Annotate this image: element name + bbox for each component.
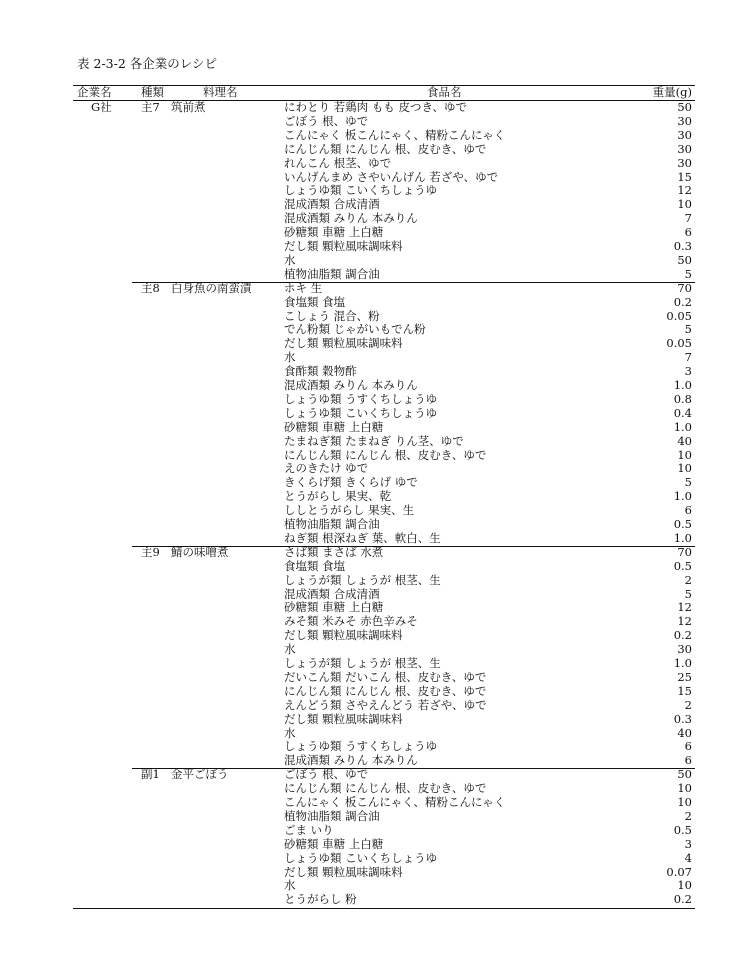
table-caption: 表 2-3-2 各企業のレシピ <box>77 56 217 71</box>
food-weight: 1.0 <box>673 489 692 504</box>
food-weight: 30 <box>677 642 692 657</box>
food-weight: 10 <box>677 197 692 212</box>
food-weight: 30 <box>677 141 692 156</box>
food-name: しょうが類 しょうが 根茎、生 <box>284 656 441 670</box>
food-name: いんげんまめ さやいんげん 若ざや、ゆで <box>284 169 499 184</box>
food-weight: 6 <box>684 503 692 518</box>
food-weight: 6 <box>684 739 692 754</box>
food-weight: 5 <box>684 475 692 490</box>
food-name: 食塩類 食塩 <box>284 558 346 573</box>
food-weight: 10 <box>677 795 692 809</box>
food-weight: 30 <box>677 113 692 128</box>
food-name: しょうが類 しょうが 根茎、生 <box>284 572 441 587</box>
group-company: G社 <box>91 100 112 114</box>
food-weight: 50 <box>677 767 692 782</box>
food-name: にんじん類 にんじん 根、皮むき、ゆで <box>284 683 487 698</box>
food-name: れんこん 根茎、ゆで <box>284 155 392 170</box>
group-dish: 鯖の味噌煮 <box>171 544 229 559</box>
food-weight: 70 <box>677 280 692 295</box>
food-name: とうがらし 粉 <box>284 892 357 907</box>
group-category: 主7 <box>141 100 160 114</box>
group-category: 副1 <box>141 767 160 782</box>
food-weight: 7 <box>684 211 692 226</box>
food-name: 混成酒類 みりん 本みりん <box>284 753 418 768</box>
food-weight: 5 <box>684 322 692 337</box>
food-weight: 40 <box>677 725 692 740</box>
food-weight: 6 <box>684 225 692 240</box>
food-weight: 1.0 <box>673 530 692 545</box>
food-name: にんじん類 にんじん 根、皮むき、ゆで <box>284 141 487 156</box>
food-name: 混成酒類 合成清酒 <box>284 586 380 601</box>
food-name: こんにゃく 板こんにゃく、精粉こんにゃく <box>284 795 506 809</box>
food-name: ねぎ類 根深ねぎ 葉、軟白、生 <box>284 530 441 545</box>
food-name: ホキ 生 <box>284 280 323 295</box>
food-weight: 0.2 <box>673 892 692 907</box>
food-name: 水 <box>284 725 296 740</box>
food-name: だし類 顆粒風味調味料 <box>284 336 403 351</box>
food-name: えんどう類 さやえんどう 若ざや、ゆで <box>284 697 487 712</box>
food-name: こんにゃく 板こんにゃく、精粉こんにゃく <box>284 127 506 142</box>
food-name: ごぼう 根、ゆで <box>284 767 369 782</box>
food-name: 混成酒類 みりん 本みりん <box>284 378 418 392</box>
food-name: しょうゆ類 こいくちしょうゆ <box>284 405 438 420</box>
food-weight: 30 <box>677 155 692 170</box>
food-weight: 5 <box>684 266 692 281</box>
group-dish: 筑前煮 <box>171 100 206 114</box>
header-weight: 重量(g) <box>652 85 692 99</box>
food-name: でん粉類 じゃがいもでん粉 <box>284 322 426 337</box>
group-dish: 金平ごぼう <box>171 767 229 782</box>
food-weight: 3 <box>684 836 692 851</box>
food-weight: 0.05 <box>666 336 692 351</box>
header-food: 食品名 <box>427 85 462 99</box>
food-name: にんじん類 にんじん 根、皮むき、ゆで <box>284 781 487 796</box>
food-weight: 50 <box>677 252 692 267</box>
food-weight: 0.4 <box>673 405 692 420</box>
food-name: ごぼう 根、ゆで <box>284 113 369 128</box>
food-name: 水 <box>284 878 296 893</box>
food-name: しょうゆ類 うすくちしょうゆ <box>284 391 438 406</box>
food-name: 植物油脂類 調合油 <box>284 808 380 823</box>
food-name: 食塩類 食塩 <box>284 294 346 309</box>
food-name: 砂糖類 車糖 上白糖 <box>284 836 384 851</box>
food-weight: 25 <box>677 669 692 684</box>
food-weight: 1.0 <box>673 419 692 434</box>
food-name: 砂糖類 車糖 上白糖 <box>284 225 384 240</box>
food-weight: 4 <box>684 850 692 865</box>
food-name: 水 <box>284 350 296 365</box>
food-name: ごま いり <box>284 822 334 837</box>
food-weight: 0.07 <box>666 864 692 879</box>
food-weight: 2 <box>684 808 692 823</box>
food-name: しょうゆ類 こいくちしょうゆ <box>284 183 438 198</box>
food-name: だし類 顆粒風味調味料 <box>284 628 403 643</box>
food-name: 水 <box>284 642 296 657</box>
food-weight: 5 <box>684 586 692 601</box>
food-weight: 2 <box>684 572 692 587</box>
food-name: こしょう 混合、粉 <box>284 308 380 323</box>
food-name: だし類 顆粒風味調味料 <box>284 239 403 253</box>
food-weight: 10 <box>677 878 692 893</box>
table-bottom-rule <box>73 908 695 909</box>
food-weight: 30 <box>677 127 692 142</box>
food-weight: 10 <box>677 447 692 462</box>
food-name: たまねぎ類 たまねぎ りん茎、ゆで <box>284 433 464 448</box>
group-dish: 白身魚の南蛮漬 <box>171 280 252 295</box>
food-weight: 12 <box>677 600 692 615</box>
food-name: 水 <box>284 252 296 267</box>
food-name: 砂糖類 車糖 上白糖 <box>284 419 384 434</box>
food-weight: 0.5 <box>673 517 692 531</box>
food-weight: 40 <box>677 433 692 448</box>
food-weight: 50 <box>677 100 692 114</box>
food-name: だし類 顆粒風味調味料 <box>284 864 403 879</box>
food-name: にんじん類 にんじん 根、皮むき、ゆで <box>284 447 487 462</box>
food-name: にわとり 若鶏肉 もも 皮つき、ゆで <box>284 100 468 114</box>
header-category: 種類 <box>141 85 164 99</box>
food-name: しょうゆ類 こいくちしょうゆ <box>284 850 438 865</box>
table-top-rule <box>73 85 695 86</box>
food-name: 混成酒類 合成清酒 <box>284 197 380 212</box>
food-name: 植物油脂類 調合油 <box>284 517 380 531</box>
food-weight: 70 <box>677 544 692 559</box>
group-category: 主9 <box>141 544 160 559</box>
food-name: ししとうがらし 果実、生 <box>284 503 415 518</box>
food-weight: 10 <box>677 781 692 796</box>
food-name: きくらげ類 きくらげ ゆで <box>284 475 418 490</box>
food-weight: 3 <box>684 364 692 379</box>
food-name: とうがらし 果実、乾 <box>284 489 392 504</box>
header-company: 企業名 <box>77 85 112 99</box>
food-weight: 0.5 <box>673 822 692 837</box>
food-weight: 10 <box>677 461 692 476</box>
food-name: だいこん類 だいこん 根、皮むき、ゆで <box>284 669 487 684</box>
food-weight: 12 <box>677 183 692 198</box>
food-weight: 0.2 <box>673 628 692 643</box>
food-weight: 1.0 <box>673 378 692 392</box>
food-weight: 7 <box>684 350 692 365</box>
food-name: みそ類 米みそ 赤色辛みそ <box>284 614 418 629</box>
food-weight: 6 <box>684 753 692 768</box>
food-weight: 0.2 <box>673 294 692 309</box>
food-name: えのきたけ ゆで <box>284 461 369 476</box>
food-name: 植物油脂類 調合油 <box>284 266 380 281</box>
food-weight: 0.5 <box>673 558 692 573</box>
food-weight: 15 <box>677 683 692 698</box>
food-name: 砂糖類 車糖 上白糖 <box>284 600 384 615</box>
group-category: 主8 <box>141 280 160 295</box>
food-weight: 12 <box>677 614 692 629</box>
food-name: 混成酒類 みりん 本みりん <box>284 211 418 226</box>
food-weight: 0.8 <box>673 391 692 406</box>
food-weight: 0.05 <box>666 308 692 323</box>
header-dish: 料理名 <box>203 85 238 99</box>
food-name: さば類 まさば 水煮 <box>284 544 384 559</box>
food-weight: 2 <box>684 697 692 712</box>
food-name: 食酢類 穀物酢 <box>284 364 357 379</box>
food-weight: 1.0 <box>673 656 692 670</box>
food-name: しょうゆ類 うすくちしょうゆ <box>284 739 438 754</box>
food-weight: 0.3 <box>673 239 692 253</box>
food-name: だし類 顆粒風味調味料 <box>284 711 403 726</box>
food-weight: 0.3 <box>673 711 692 726</box>
food-weight: 15 <box>677 169 692 184</box>
